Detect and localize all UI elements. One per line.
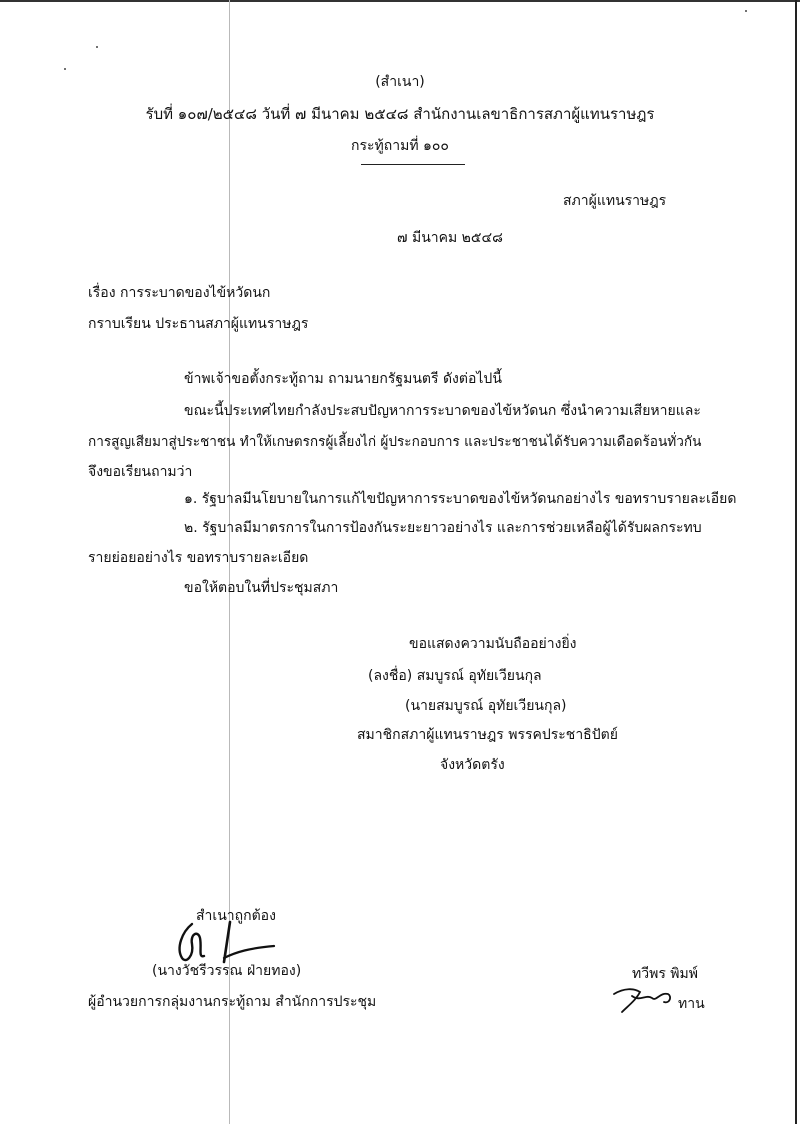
signer-position: สมาชิกสภาผู้แทนราษฎร พรรคประชาธิปัตย์ bbox=[357, 727, 618, 743]
scan-speck bbox=[745, 10, 747, 12]
question-number: กระทู้ถามที่ ๑๐๐ bbox=[351, 138, 449, 154]
proofread-label: ทาน bbox=[678, 996, 705, 1012]
header-rule bbox=[361, 164, 465, 165]
signer-name: (นายสมบูรณ์ อุทัยเวียนกุล) bbox=[405, 698, 567, 714]
certifier-title: ผู้อำนวยการกลุ่มงานกระทู้ถาม สำนักการประชุม bbox=[88, 994, 377, 1010]
body-text: ขณะนี้ประเทศไทยกำลังประสบปัญหาการระบาดของไข้หวัดนก ซึ่งนำความเสียหายและ bbox=[184, 403, 701, 419]
handwritten-signature bbox=[170, 918, 280, 966]
body-text: การสูญเสียมาสู่ประชาชน ทำให้เกษตรกรผู้เลี้ยงไก่ ผู้ประกอบการ และประชาชนได้รับความเดือดร้อนทั่วกัน bbox=[88, 434, 702, 450]
subject-line: เรื่อง การระบาดของไข้หวัดนก bbox=[88, 285, 271, 301]
scan-speck bbox=[96, 46, 98, 48]
typist-line: ทวีพร พิมพ์ bbox=[632, 966, 698, 982]
salutation: กราบเรียน ประธานสภาผู้แทนราษฎร bbox=[88, 316, 309, 332]
question-item-2: ๒. รัฐบาลมีมาตรการในการป้องกันระยะยาวอย่างไร และการช่วยเหลือผู้ได้รับผลกระทบ bbox=[184, 520, 702, 536]
regards-line: ขอแสดงความนับถืออย่างยิ่ง bbox=[409, 636, 577, 652]
intro-paragraph: ข้าพเจ้าขอตั้งกระทู้ถาม ถามนายกรัฐมนตรี ดังต่อไปนี้ bbox=[184, 371, 502, 387]
copy-mark: (สำเนา) bbox=[375, 74, 425, 90]
certified-copy-label: สำเนาถูกต้อง bbox=[196, 908, 276, 924]
certifier-name: (นางวัชรีวรรณ ฝ่ายทอง) bbox=[152, 963, 302, 979]
scan-speck bbox=[64, 68, 66, 70]
sender-office: สภาผู้แทนราษฎร bbox=[563, 193, 667, 209]
receipt-line: รับที่ ๑๐๗/๒๕๔๘ วันที่ ๗ มีนาคม ๒๕๔๘ สำนักงานเลขาธิการสภาผู้แทนราษฎร bbox=[145, 105, 655, 123]
signed-line: (ลงชื่อ) สมบูรณ์ อุทัยเวียนกุล bbox=[368, 668, 542, 684]
closing-request: ขอให้ตอบในที่ประชุมสภา bbox=[184, 580, 339, 596]
scan-top-edge bbox=[0, 0, 800, 2]
letter-date: ๗ มีนาคม ๒๕๔๘ bbox=[397, 230, 503, 246]
scan-right-edge bbox=[795, 0, 797, 1124]
body-text: รายย่อยอย่างไร ขอทราบรายละเอียด bbox=[88, 550, 309, 566]
proofreader-initials bbox=[610, 982, 676, 1016]
question-item-1: ๑. รัฐบาลมีนโยบายในการแก้ไขปัญหาการระบาดของไข้หวัดนกอย่างไร ขอทราบรายละเอียด bbox=[184, 491, 737, 507]
body-text: จึงขอเรียนถามว่า bbox=[88, 464, 193, 480]
signer-province: จังหวัดตรัง bbox=[440, 757, 505, 773]
